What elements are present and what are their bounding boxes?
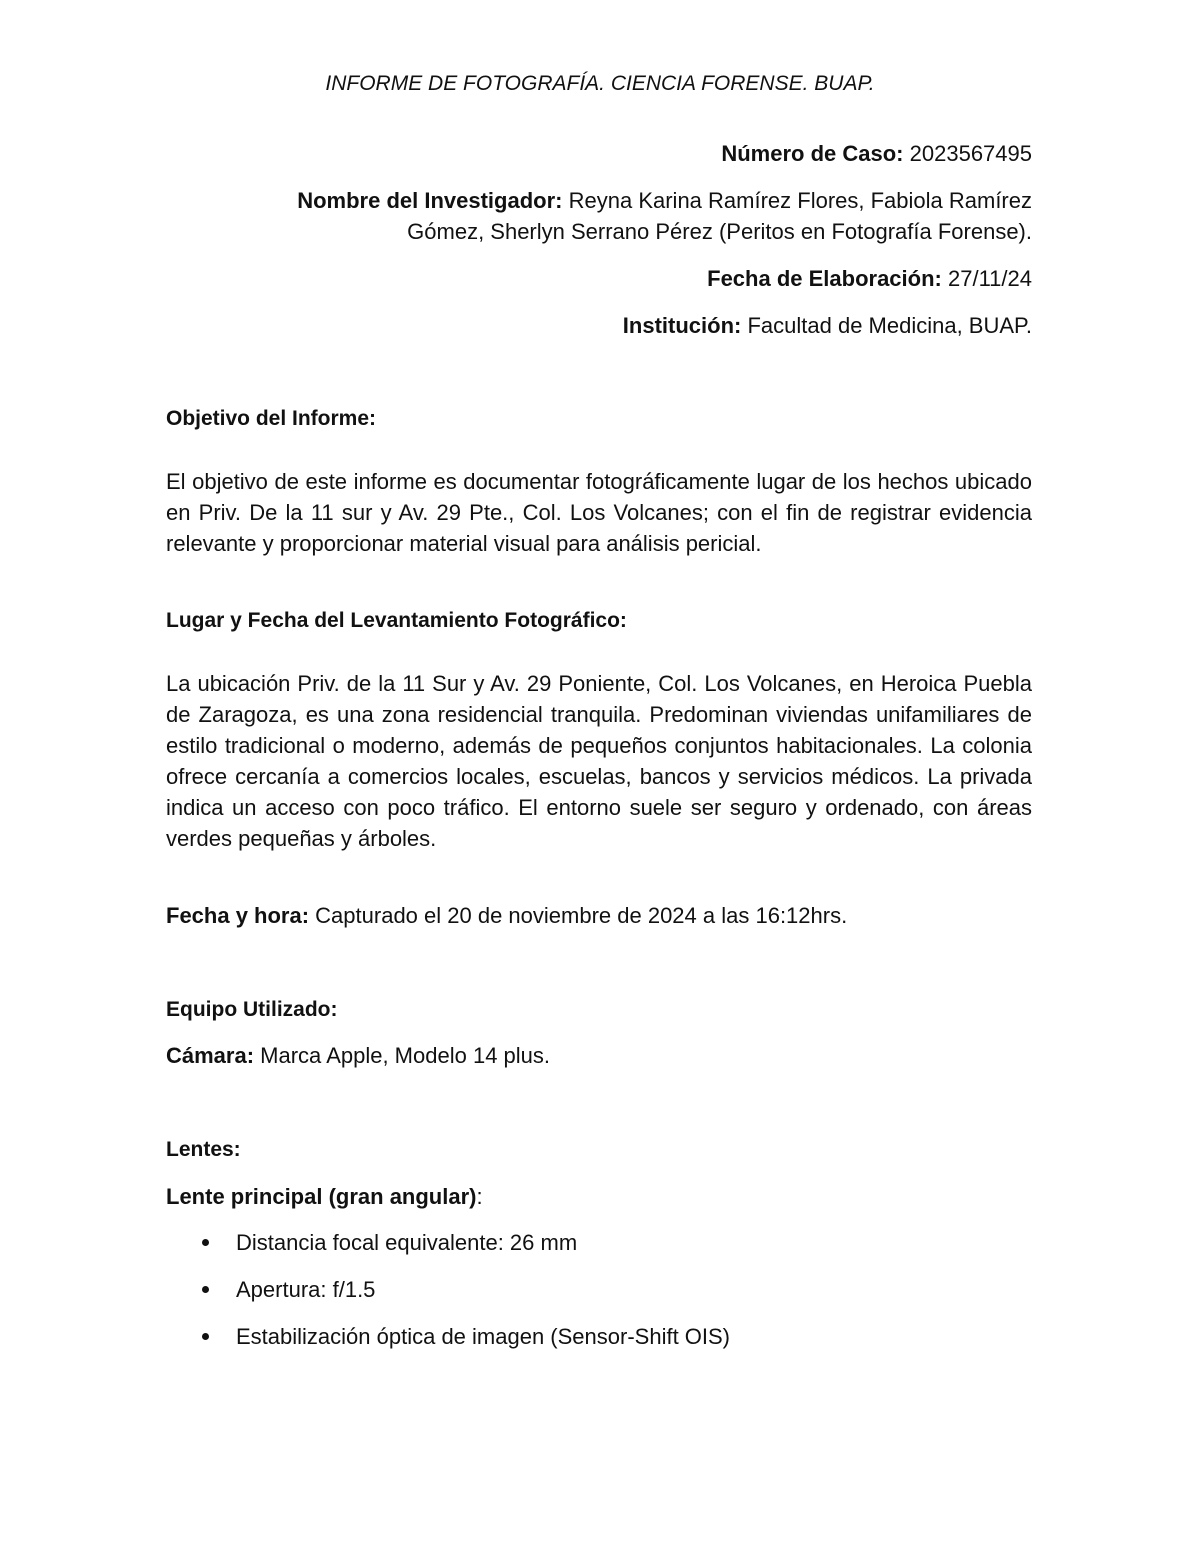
lens-spec-text: Apertura: f/1.5: [236, 1277, 376, 1302]
lens-spec-text: Distancia focal equivalente: 26 mm: [236, 1230, 578, 1255]
elaboration-date: [166, 263, 1032, 294]
main-lens-line: [166, 1181, 1032, 1212]
investigator: [166, 185, 1032, 247]
investigator-value-line1: Reyna Karina Ramírez Flores, Fabiola Ramírez: [568, 188, 1032, 213]
datetime-line: [166, 900, 1032, 931]
case-number: [166, 138, 1032, 169]
camera-line: [166, 1040, 1032, 1071]
institution: [166, 310, 1032, 341]
lenses-heading: Lentes:: [166, 1138, 241, 1161]
lens-spec-list: [166, 1227, 1032, 1368]
date-label: Fecha de Elaboración:: [707, 266, 942, 291]
location-heading: Lugar y Fecha del Levantamiento Fotográfico:: [166, 609, 627, 632]
camera-label: Cámara:: [166, 1043, 255, 1068]
list-item: [166, 1227, 1032, 1274]
list-item: [166, 1321, 1032, 1368]
list-item: [166, 1274, 1032, 1321]
main-lens-label: Lente principal (gran angular): [166, 1184, 477, 1209]
case-number-label: Número de Caso:: [721, 141, 904, 166]
datetime-label: Fecha y hora:: [166, 903, 310, 928]
investigator-value-line2: Gómez, Sherlyn Serrano Pérez (Peritos en Fotografía Forense).: [407, 219, 1032, 244]
main-lens-colon: :: [476, 1184, 483, 1209]
bullet-icon: [202, 1286, 209, 1293]
institution-label: Institución:: [622, 313, 742, 338]
institution-value: Facultad de Medicina, BUAP.: [747, 313, 1032, 338]
datetime-value: Capturado el 20 de noviembre de 2024 a las 16:12hrs.: [315, 903, 848, 928]
equipment-heading: Equipo Utilizado:: [166, 998, 338, 1021]
location-text: La ubicación Priv. de la 11 Sur y Av. 29 Poniente, Col. Los Volcanes, en Heroica Puebla de Zaragoza, es una zona residencial tranquila. Predominan viviendas unifamiliares de estilo tradicional o moderno, además de pequeños conjuntos habitacionales. La colonia ofrece cercanía a comercios locales, escuelas, bancos y servicios médicos. La privada indica un acceso con poco tráfico. El entorno suele ser seguro y ordenado, con áreas verdes pequeñas y árboles.: [166, 671, 1032, 851]
case-number-value: 2023567495: [909, 141, 1032, 166]
bullet-icon: [202, 1333, 209, 1340]
lens-spec-text: Estabilización óptica de imagen (Sensor-Shift OIS): [236, 1324, 731, 1349]
objective-text: El objetivo de este informe es documentar fotográficamente lugar de los hechos ubicado en Priv. De la 11 sur y Av. 29 Pte., Col. Los Volcanes; con el fin de registrar evidencia relevante y proporcionar material visual para análisis pericial.: [166, 469, 1032, 556]
objective-heading: Objetivo del Informe:: [166, 407, 377, 430]
investigator-label: Nombre del Investigador:: [297, 188, 563, 213]
camera-value: Marca Apple, Modelo 14 plus.: [260, 1043, 551, 1068]
report-title: INFORME DE FOTOGRAFÍA. CIENCIA FORENSE. BUAP.: [325, 72, 875, 95]
bullet-icon: [202, 1239, 209, 1246]
date-value: 27/11/24: [947, 266, 1032, 291]
